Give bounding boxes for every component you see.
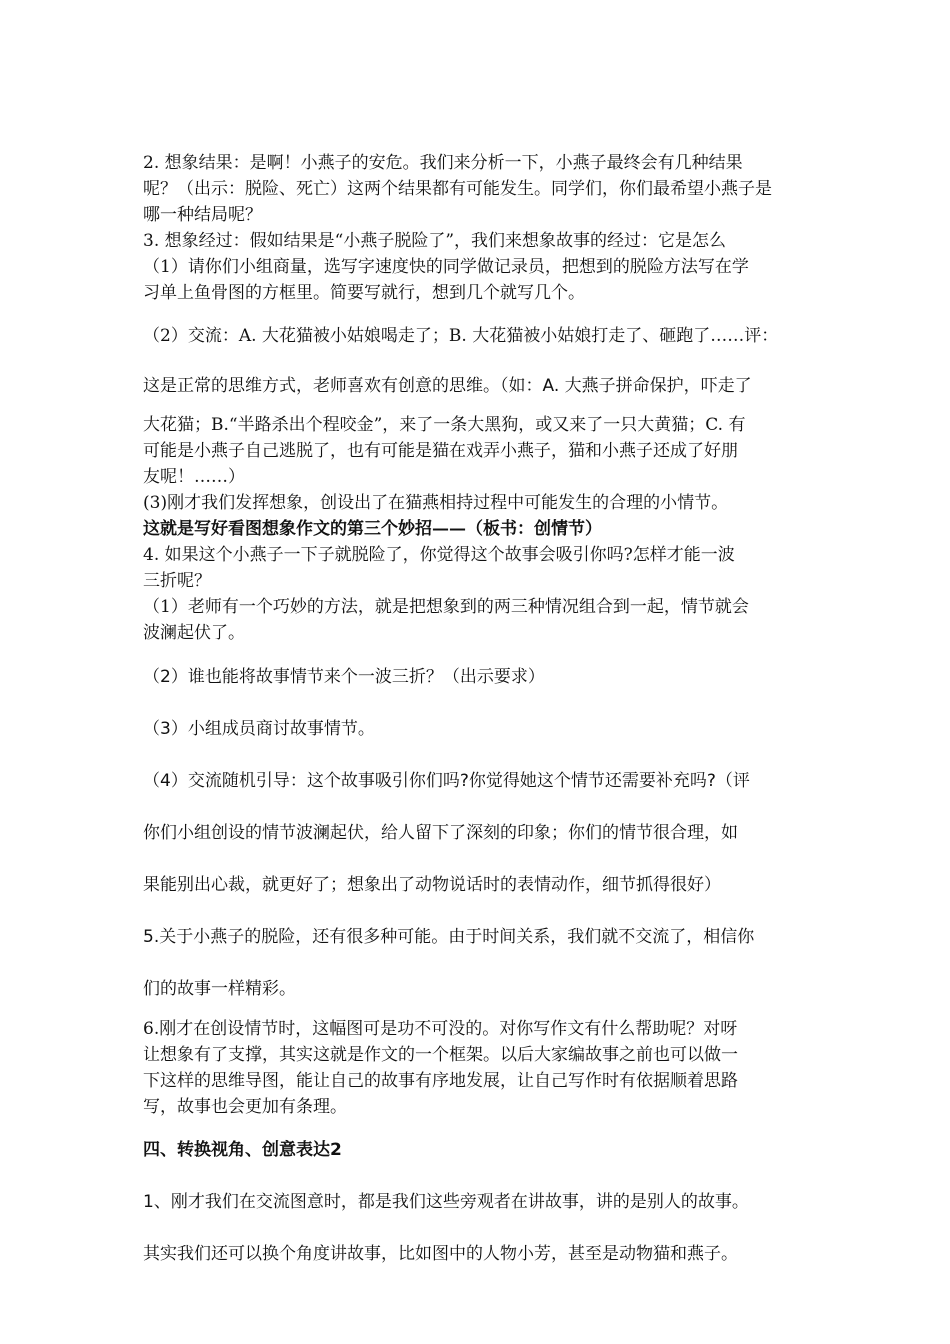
line-frame-2: 让想象有了支撑，其实这就是作文的一个框架。以后大家编故事之前也可以做一 (143, 1045, 738, 1065)
line-exchange-5: 友呢！……） (143, 467, 245, 487)
line-guide-3: 果能别出心裁，就更好了；想象出了动物说话时的表情动作，细节抓得很好） (143, 875, 721, 895)
line-exchange-2: 这是正常的思维方式，老师喜欢有创意的思维。（如：A. 大燕子拼命保护，吓走了 (143, 376, 752, 396)
line-guide-2: 你们小组创设的情节波澜起伏，给人留下了深刻的印象；你们的情节很合理，如 (143, 823, 738, 843)
line-exchange-3: 大花猫；B.“半路杀出个程咬金”，来了一条大黑狗，或又来了一只大黄猫；C. 有 (143, 415, 746, 435)
line-twist-2: 三折呢？ (143, 571, 211, 591)
line-process-1: 3. 想象经过：假如结果是“小燕子脱险了”，我们来想象故事的经过：它是怎么 (143, 231, 727, 251)
line-result-1: 2. 想象结果：是啊！小燕子的安危。我们来分析一下，小燕子最终会有几种结果 (143, 153, 743, 173)
line-twist-5: （2）谁也能将故事情节来个一波三折？（出示要求） (143, 667, 545, 687)
line-escape-2: 们的故事一样精彩。 (143, 979, 296, 999)
line-view-2: 其实我们还可以换个角度讲故事，比如图中的人物小芳，甚至是动物猫和燕子。 (143, 1244, 738, 1264)
line-frame-3: 下这样的思维导图，能让自己的故事有序地发展，让自己写作时有依据顺着思路 (143, 1071, 738, 1091)
line-twist-3: （1）老师有一个巧妙的方法，就是把想象到的两三种情况组合到一起，情节就会 (143, 597, 749, 617)
line-escape-1: 5.关于小燕子的脱险，还有很多种可能。由于时间关系，我们就不交流了，相信你 (143, 927, 755, 947)
line-plot-bold: 这就是写好看图想象作文的第三个妙招——（板书：创情节） (143, 519, 602, 539)
line-exchange-4: 可能是小燕子自己逃脱了，也有可能是猫在戏弄小燕子，猫和小燕子还成了好朋 (143, 441, 738, 461)
line-exchange-1: （2）交流：A. 大花猫被小姑娘喝走了；B. 大花猫被小姑娘打走了、砸跑了……评： (143, 326, 779, 346)
line-frame-4: 写，故事也会更加有条理。 (143, 1097, 347, 1117)
line-frame-1: 6.刚才在创设情节时，这幅图可是功不可没的。对你写作文有什么帮助呢？对呀 (143, 1019, 738, 1039)
section-heading: 四、转换视角、创意表达2 (143, 1140, 342, 1160)
line-process-3: 习单上鱼骨图的方框里。简要写就行，想到几个就写几个。 (143, 283, 585, 303)
line-plot-1: (3)刚才我们发挥想象，创设出了在猫燕相持过程中可能发生的合理的小情节。 (143, 493, 729, 513)
line-twist-6: （3）小组成员商讨故事情节。 (143, 719, 375, 739)
line-guide-1: （4）交流随机引导：这个故事吸引你们吗?你觉得她这个情节还需要补充吗?（评 (143, 771, 750, 791)
line-twist-1: 4. 如果这个小燕子一下子就脱险了，你觉得这个故事会吸引你吗?怎样才能一波 (143, 545, 735, 565)
line-process-2: （1）请你们小组商量，选写字速度快的同学做记录员，把想到的脱险方法写在学 (143, 257, 749, 277)
line-twist-4: 波澜起伏了。 (143, 623, 245, 643)
line-result-2: 呢？（出示：脱险、死亡）这两个结果都有可能发生。同学们，你们最希望小燕子是 (143, 179, 772, 199)
line-view-1: 1、刚才我们在交流图意时，都是我们这些旁观者在讲故事，讲的是别人的故事。 (143, 1192, 749, 1212)
line-result-3: 哪一种结局呢？ (143, 205, 262, 225)
